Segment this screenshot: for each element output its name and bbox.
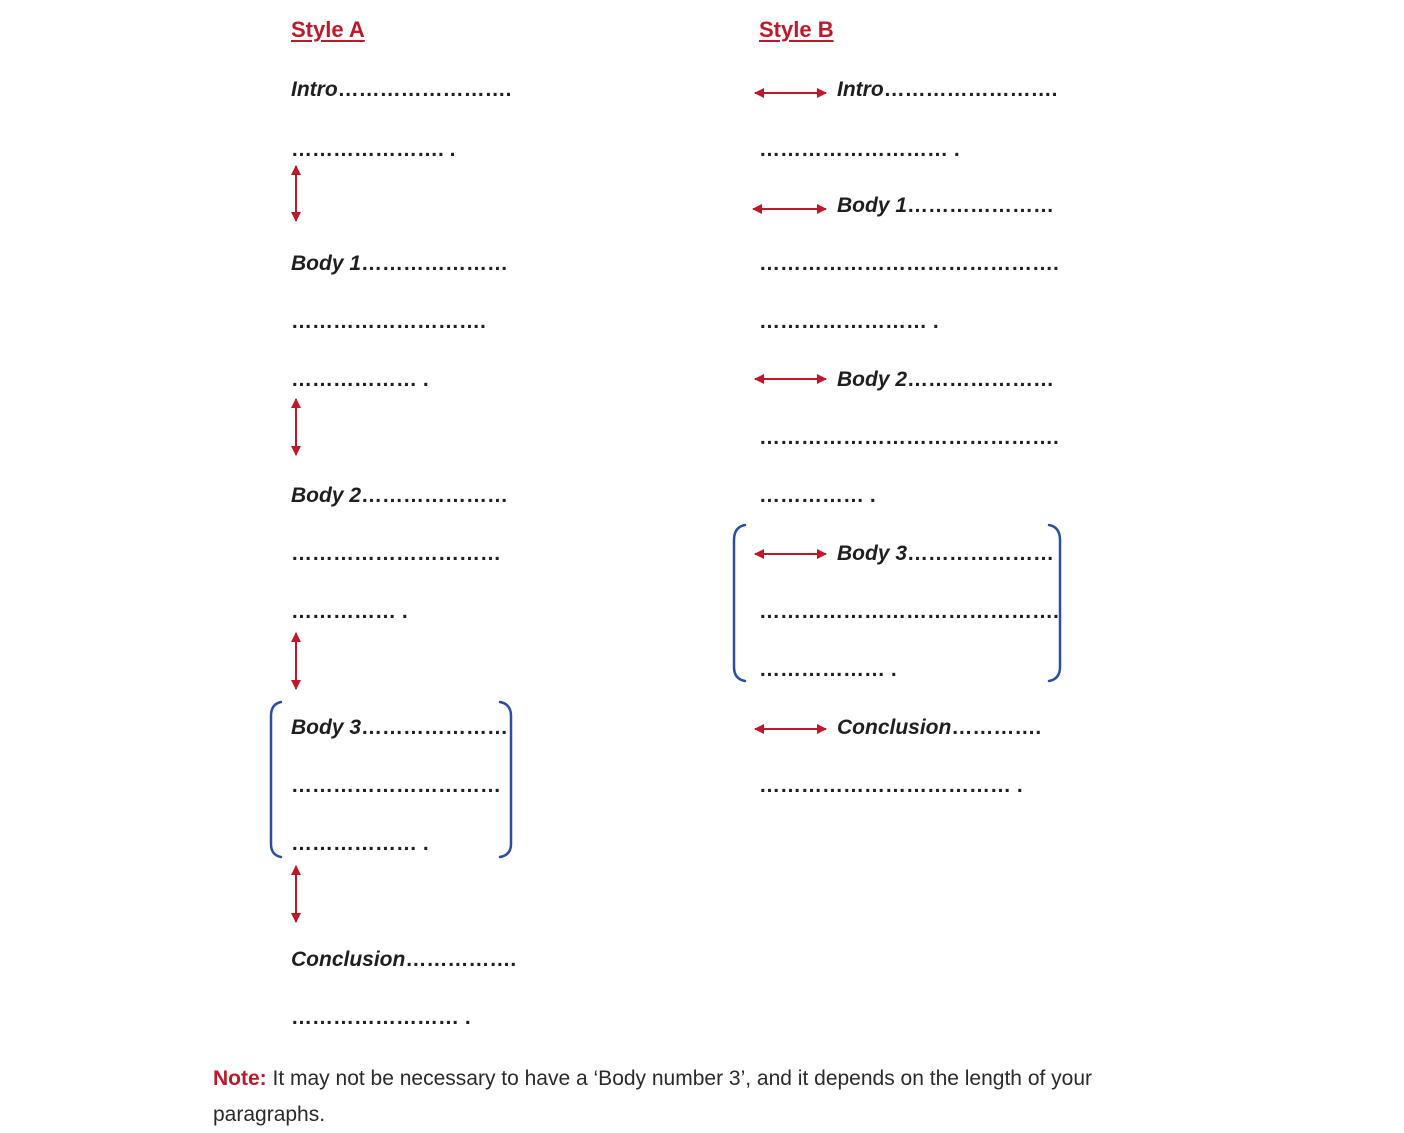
style-a-body1-label: Body 1 <box>291 252 362 275</box>
style-b-conclusion-label: Conclusion <box>837 716 952 739</box>
style-b-intro-line2: ……………………… . <box>759 138 960 161</box>
style-a-intro-label: Intro <box>291 78 338 101</box>
style-b-body1-line2: ……………………………………. <box>759 252 1059 275</box>
style-a-body1-line3: ……………… . <box>291 368 429 391</box>
style-b-body3-line3: ……………… . <box>759 658 897 681</box>
style-a-body3-dots: ………………… <box>361 716 509 739</box>
style-b-body2-line3: …………… . <box>759 484 876 507</box>
style-b-body2-line2: ……………………………………. <box>759 426 1059 449</box>
style-b-intro-dots: ……………………. <box>883 78 1058 101</box>
style-a-body2-dots: ………………… <box>361 484 509 507</box>
style-a-body1-dots: ………………… <box>361 252 509 275</box>
style-b-conclusion-line2: ……………………………… . <box>759 774 1023 797</box>
style-b-body3-dots: ………………… <box>907 542 1055 565</box>
style-a-body1-line2: ………………………. <box>291 310 486 333</box>
note-text: It may not be necessary to have a ‘Body number 3’, and it depends on the length of your paragraphs. <box>213 1067 1093 1126</box>
style-a-intro-dots: ……………………. <box>337 78 512 101</box>
style-a-conclusion-line2: …………………… . <box>291 1006 471 1029</box>
style-a-body2-label: Body 2 <box>291 484 362 507</box>
style-a-body3-line3: ……………… . <box>291 832 429 855</box>
note-paragraph <box>213 1061 1193 1133</box>
note-label: Note: <box>213 1067 267 1090</box>
style-a-body3-label: Body 3 <box>291 716 362 739</box>
style-a-conclusion-label: Conclusion <box>291 948 406 971</box>
style-b-body1-dots: ………………… <box>907 194 1055 217</box>
style-a-body3-line2: ………………………… <box>291 774 501 797</box>
style-b-conclusion-dots: …………. <box>951 716 1042 739</box>
bracket-icon <box>500 702 511 857</box>
style-a-heading: Style A <box>291 17 365 42</box>
style-b-body2-dots: ………………… <box>907 368 1055 391</box>
bracket-icon <box>734 525 745 681</box>
style-b-body3-line2: ……………………………………. <box>759 600 1059 623</box>
style-b-body3-label: Body 3 <box>837 542 908 565</box>
style-b-intro-label: Intro <box>837 78 884 101</box>
style-a-intro-line2: …………………. . <box>291 138 456 161</box>
bracket-icon <box>271 702 281 857</box>
bracket-icon <box>1049 525 1060 681</box>
style-b-body1-label: Body 1 <box>837 194 908 217</box>
style-a-conclusion-dots: ……………. <box>405 948 517 971</box>
style-a-body2-line2: ………………………… <box>291 542 501 565</box>
style-b-body1-line3: …………………… . <box>759 310 939 333</box>
style-b-heading: Style B <box>759 17 834 42</box>
style-a-body2-line3: …………… . <box>291 600 408 623</box>
style-b-body2-label: Body 2 <box>837 368 908 391</box>
